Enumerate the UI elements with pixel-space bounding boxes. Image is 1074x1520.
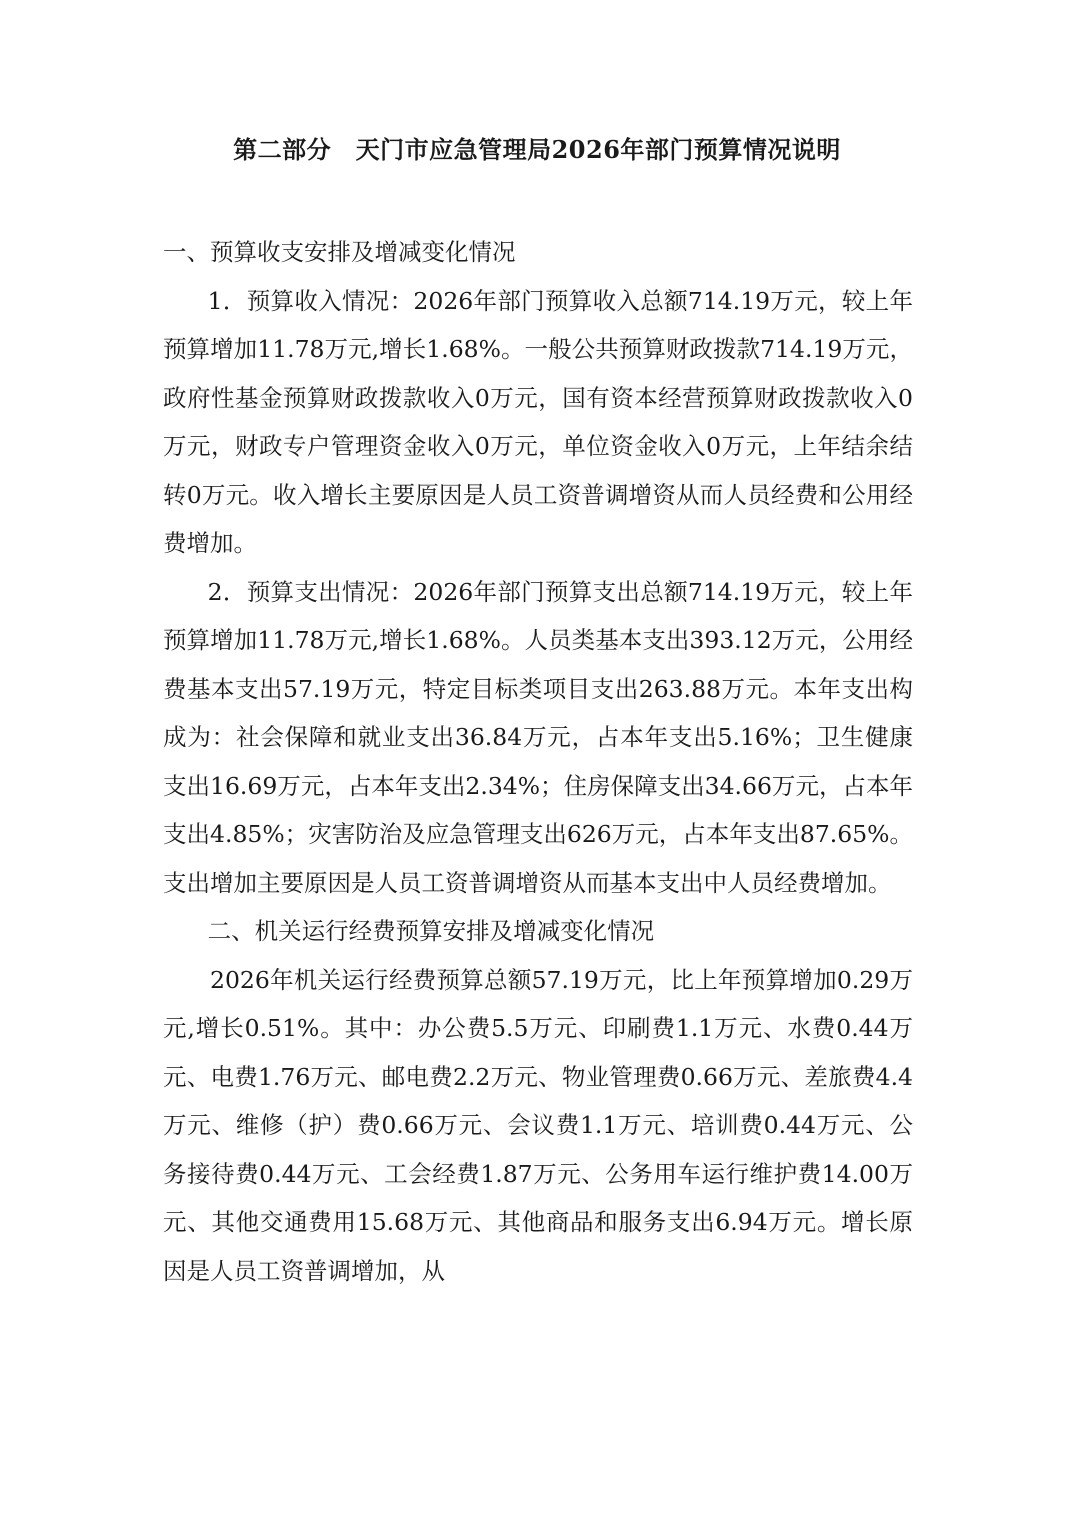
paragraph-income: 1．预算收入情况：2026年部门预算收入总额714.19万元，较上年预算增加11.78万元,增长1.68%。一般公共预算财政拨款714.19万元，政府性基金预算财政拨款收入0万元，国有资本经营预算财政拨款收入0万元，财政专户管理资金收入0万元，单位资金收入0万元，上年结余结转0万元。收入增长主要原因是人员工资普调增资从而人员经费和公用经费增加。 — [163, 286, 913, 557]
document-body — [163, 228, 913, 1295]
paragraph-expense: 2．预算支出情况：2026年部门预算支出总额714.19万元，较上年预算增加11.78万元,增长1.68%。人员类基本支出393.12万元，公用经费基本支出57.19万元，特定目标类项目支出263.88万元。本年支出构成为：社会保障和就业支出36.84万元，占本年支出5.16%；卫生健康支出16.69万元，占本年支出2.34%；住房保障支出34.66万元，占本年支出4.85%；灾害防治及应急管理支出626万元，占本年支出87.65%。支出增加主要原因是人员工资普调增资从而基本支出中人员经费增加。 — [163, 577, 913, 897]
paragraph-operating-costs: 2026年机关运行经费预算总额57.19万元，比上年预算增加0.29万元,增长0.51%。其中：办公费5.5万元、印刷费1.1万元、水费0.44万元、电费1.76万元、邮电费2.2万元、物业管理费0.66万元、差旅费4.4万元、维修（护）费0.66万元、会议费1.1万元、培训费0.44万元、公务接待费0.44万元、工会经费1.87万元、公务用车运行维护费14.00万元、其他交通费用15.68万元、其他商品和服务支出6.94万元。增长原因是人员工资普调增加，从 — [163, 965, 913, 1285]
section-heading-operating: 二、机关运行经费预算安排及增减变化情况 — [207, 917, 655, 945]
section-heading-budget: 一、预算收支安排及增减变化情况 — [163, 238, 516, 266]
document-title: 第二部分 天门市应急管理局2026年部门预算情况说明 — [233, 135, 841, 164]
